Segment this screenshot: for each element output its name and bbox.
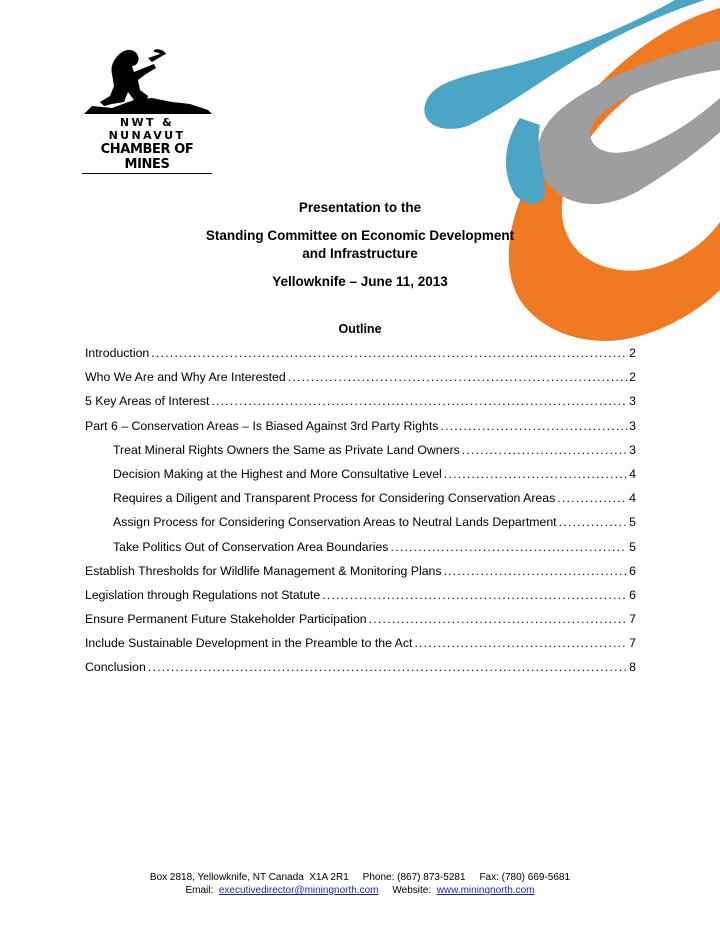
toc-entry-page-number: 5	[629, 515, 636, 530]
toc-dot-leader	[288, 370, 627, 384]
toc-entry-label: Take Politics Out of Conservation Area Boundaries	[113, 539, 389, 554]
footer-email-link[interactable]: executivedirector@miningnorth.com	[218, 885, 379, 896]
toc-entry-label: Include Sustainable Development in the Preamble to the Act	[85, 636, 413, 651]
toc-entry-label: Conclusion	[85, 660, 146, 675]
toc-entry-label: 5 Key Areas of Interest	[85, 394, 210, 409]
toc-entry-label: Ensure Permanent Future Stakeholder Participation	[85, 612, 367, 627]
toc-entry-page-number: 2	[629, 346, 636, 360]
toc-entry-label: Legislation through Regulations not Statute	[85, 587, 321, 602]
toc-entry-page-number: 7	[629, 636, 636, 651]
toc-dot-leader	[369, 612, 628, 626]
footer-email-label: Email:	[185, 885, 214, 896]
toc-entry-label: Part 6 – Conservation Areas – Is Biased Against 3rd Party Rights	[85, 418, 439, 433]
toc-entry[interactable]	[85, 443, 636, 467]
toc-dot-leader	[462, 443, 627, 457]
toc-entry-label: Decision Making at the Highest and More Consultative Level	[113, 466, 442, 481]
toc-entry-page-number: 5	[629, 539, 636, 554]
toc-entry-label: Assign Process for Considering Conservation Areas to Neutral Lands Department	[113, 515, 557, 530]
toc-entry[interactable]	[85, 370, 636, 394]
footer-web-line	[0, 885, 720, 896]
toc-dot-leader	[444, 467, 627, 481]
toc-dot-leader	[444, 564, 628, 578]
toc-entry-label: Treat Mineral Rights Owners the Same as Private Land Owners	[113, 442, 460, 457]
toc-entry-page-number: 7	[629, 612, 636, 627]
toc-entry[interactable]	[85, 636, 636, 660]
title-line1: Presentation to the	[298, 200, 422, 215]
toc-entry[interactable]	[85, 419, 636, 443]
toc-entry[interactable]	[85, 612, 636, 636]
footer-website-link[interactable]: www.miningnorth.com	[436, 885, 535, 896]
toc-entry-page-number: 3	[629, 418, 636, 433]
toc-entry[interactable]	[85, 660, 636, 684]
title-line3: and Infrastructure	[302, 246, 418, 261]
toc-entry[interactable]	[85, 394, 636, 418]
toc-entry-page-number: 3	[629, 442, 636, 457]
logo-text-line2: CHAMBER OF MINES	[82, 142, 212, 174]
toc-entry-page-number: 4	[629, 491, 636, 506]
logo-text-line1: NWT & NUNAVUT	[108, 116, 186, 142]
toc-dot-leader	[414, 636, 627, 650]
table-of-contents	[85, 346, 636, 685]
toc-dot-leader	[211, 394, 627, 408]
toc-dot-leader	[151, 346, 627, 360]
toc-entry-label: Who We Are and Why Are Interested	[85, 370, 286, 385]
title-line2: Standing Committee on Economic Development	[205, 228, 515, 243]
toc-dot-leader	[557, 491, 627, 505]
toc-entry-page-number: 3	[629, 394, 636, 409]
footer-fax: Fax: (780) 669-5681	[479, 872, 571, 883]
toc-entry-label: Introduction	[85, 346, 150, 360]
toc-entry[interactable]	[85, 515, 636, 539]
toc-entry-page-number: 8	[629, 660, 636, 675]
footer-phone: Phone: (867) 873-5281	[362, 872, 466, 883]
toc-dot-leader	[440, 419, 627, 433]
toc-dot-leader	[559, 515, 628, 529]
outline-heading: Outline	[338, 322, 382, 336]
toc-entry[interactable]	[85, 588, 636, 612]
footer-address: Box 2818, Yellowknife, NT Canada X1A 2R1	[149, 872, 349, 883]
toc-entry[interactable]	[85, 491, 636, 515]
chamber-of-mines-logo	[82, 44, 214, 174]
toc-dot-leader	[148, 660, 627, 674]
toc-entry-label: Establish Thresholds for Wildlife Management & Monitoring Plans	[85, 563, 442, 578]
toc-dot-leader	[390, 540, 627, 554]
miner-silhouette-icon	[82, 44, 214, 116]
toc-entry[interactable]	[85, 467, 636, 491]
toc-entry-page-number: 4	[629, 466, 636, 481]
toc-entry[interactable]	[85, 346, 636, 370]
toc-entry-page-number: 6	[629, 563, 636, 578]
toc-entry-page-number: 2	[629, 370, 636, 385]
toc-entry-page-number: 6	[629, 587, 636, 602]
toc-entry-label: Requires a Diligent and Transparent Process for Considering Conservation Areas	[113, 491, 556, 506]
footer-website-label: Website:	[392, 885, 432, 896]
title-line4: Yellowknife – June 11, 2013	[272, 274, 448, 289]
toc-entry[interactable]	[85, 564, 636, 588]
toc-dot-leader	[322, 588, 627, 602]
footer-contact-line	[0, 872, 720, 883]
toc-entry[interactable]	[85, 540, 636, 564]
